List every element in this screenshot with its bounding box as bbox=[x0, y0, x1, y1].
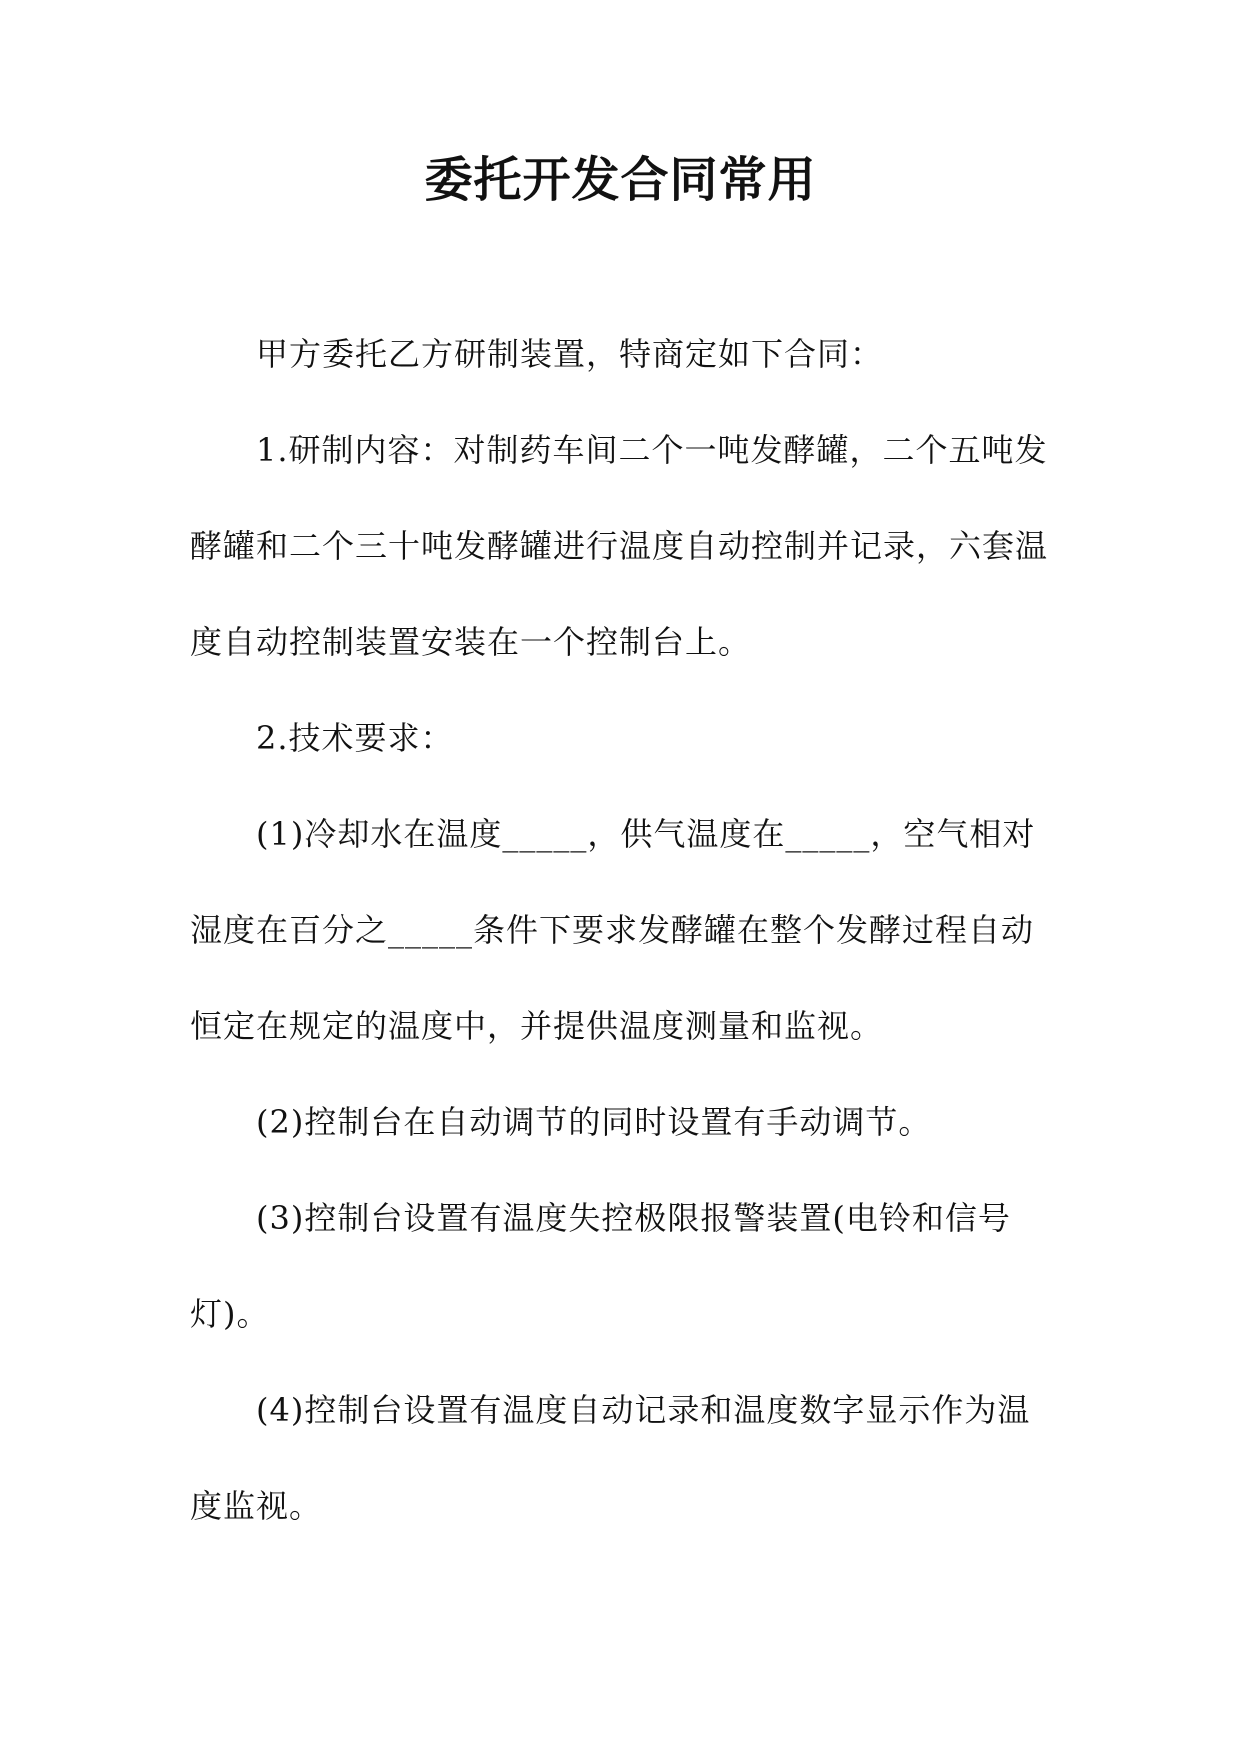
page-title: 委托开发合同常用 bbox=[424, 152, 817, 208]
paragraph-requirement-2: (2)控制台在自动调节的同时设置有手动调节。 bbox=[256, 1103, 932, 1141]
document-body bbox=[190, 306, 1050, 1554]
paragraph-intro: 甲方委托乙方研制装置，特商定如下合同： bbox=[256, 335, 884, 373]
paragraph-requirement-3: (3)控制台设置有温度失控极限报警装置(电铃和信号灯)。 bbox=[190, 1199, 1011, 1333]
paragraph-technical-requirements: 2.技术要求： bbox=[256, 719, 454, 757]
paragraph-requirement-4: (4)控制台设置有温度自动记录和温度数字显示作为温度监视。 bbox=[190, 1391, 1031, 1525]
paragraph-requirement-1: (1)冷却水在温度_____，供气温度在_____，空气相对湿度在百分之_____条件下要求发酵罐在整个发酵过程自动恒定在规定的温度中，并提供温度测量和监视。 bbox=[190, 815, 1036, 1045]
paragraph-research-content: 1.研制内容：对制药车间二个一吨发酵罐，二个五吨发酵罐和二个三十吨发酵罐进行温度自动控制并记录，六套温度自动控制装置安装在一个控制台上。 bbox=[190, 431, 1049, 661]
